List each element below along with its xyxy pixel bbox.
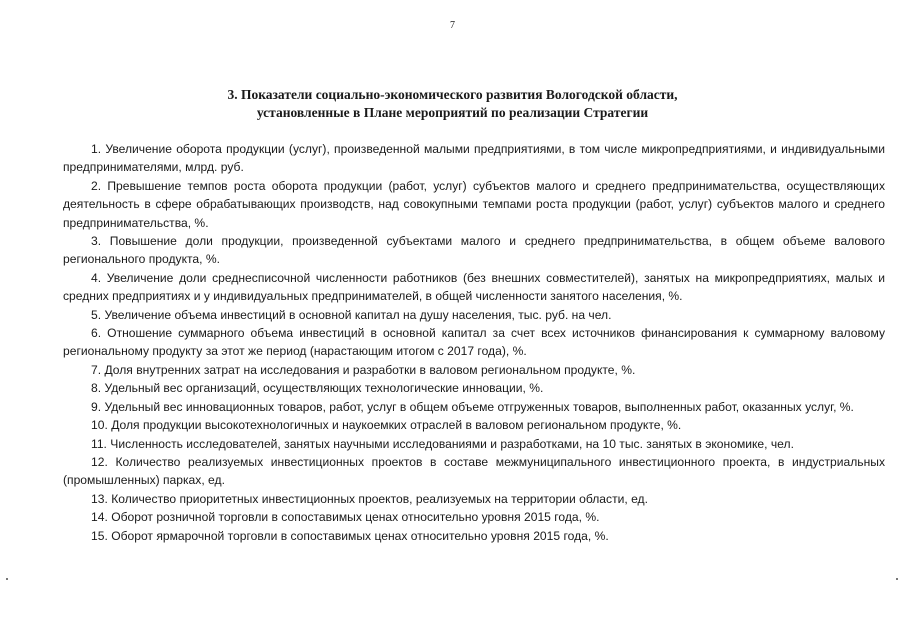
item-text: Увеличение объема инвестиций в основной капитал на душу населения, тыс. руб. на чел. bbox=[104, 307, 612, 322]
item-text: Оборот розничной торговли в сопоставимых ценах относительно уровня 2015 года, %. bbox=[111, 510, 600, 525]
item-text: Доля продукции высокотехнологичных и наукоемких отраслей в валовом региональном продукте, %. bbox=[111, 418, 682, 433]
list-item bbox=[63, 435, 885, 453]
item-number: 1. bbox=[91, 142, 102, 156]
item-number: 15. bbox=[91, 528, 108, 543]
item-number: 8. bbox=[91, 381, 102, 396]
item-text: Оборот ярмарочной торговли в сопоставимых ценах относительно уровня 2015 года, %. bbox=[111, 528, 609, 543]
scan-mark bbox=[896, 578, 898, 580]
item-number: 13. bbox=[91, 491, 108, 506]
section-title-line-1: 3. Показатели социально-экономического развития Вологодской области, bbox=[227, 87, 678, 102]
list-item bbox=[63, 324, 885, 361]
item-text: Отношение суммарного объема инвестиций в основной капитал за счет всех источников финансирования к суммарному валовому региональному продукту за этот же период (нарастающим итогом с 2017 года), %. bbox=[63, 326, 885, 359]
scan-mark bbox=[6, 578, 8, 580]
item-number: 6. bbox=[91, 326, 102, 341]
list-item bbox=[63, 177, 885, 232]
list-item bbox=[63, 453, 885, 490]
item-number: 7. bbox=[91, 362, 102, 377]
section-heading bbox=[60, 86, 845, 122]
item-text: Удельный вес инновационных товаров, работ, услуг в общем объеме отгруженных товаров, выполненных работ, оказанных услуг, %. bbox=[104, 399, 854, 414]
item-number: 9. bbox=[91, 399, 102, 414]
list-item bbox=[63, 140, 885, 177]
item-number: 2. bbox=[91, 178, 102, 193]
list-item bbox=[63, 527, 885, 545]
item-number: 3. bbox=[91, 234, 102, 249]
item-number: 11. bbox=[91, 436, 107, 451]
item-text: Доля внутренних затрат на исследования и разработки в валовом региональном продукте, %. bbox=[104, 362, 636, 377]
item-number: 4. bbox=[91, 270, 102, 285]
list-item bbox=[63, 416, 885, 434]
item-text: Увеличение оборота продукции (услуг), произведенной малыми предприятиями, в том числе микропредприятиями, и индивидуальными предпринимателями, млрд. руб. bbox=[63, 142, 885, 175]
item-number: 12. bbox=[91, 454, 108, 469]
item-text: Удельный вес организаций, осуществляющих технологические инновации, %. bbox=[104, 381, 544, 396]
item-text: Количество приоритетных инвестиционных проектов, реализуемых на территории области, ед. bbox=[111, 491, 648, 506]
list-item bbox=[63, 508, 885, 526]
list-item bbox=[63, 269, 885, 306]
section-title-line-2: установленные в Плане мероприятий по реализации Стратегии bbox=[256, 105, 649, 120]
item-number: 5. bbox=[91, 307, 102, 322]
list-item bbox=[63, 379, 885, 397]
page-number: 7 bbox=[450, 20, 455, 31]
item-number: 10. bbox=[91, 418, 108, 433]
list-item bbox=[63, 361, 885, 379]
item-text: Количество реализуемых инвестиционных проектов в составе межмуниципального инвестиционного проекта, в индустриальных (промышленных) парках, ед. bbox=[63, 454, 885, 488]
list-item bbox=[63, 232, 885, 269]
list-item bbox=[63, 490, 885, 508]
item-number: 14. bbox=[91, 510, 108, 525]
list-item bbox=[63, 306, 885, 324]
item-text: Повышение доли продукции, произведенной субъектами малого и среднего предпринимательства, в общем объеме валового регионального продукта, %. bbox=[63, 234, 885, 267]
item-text: Превышение темпов роста оборота продукции (работ, услуг) субъектов малого и среднего предпринимательства, осуществляющих деятельность в сфере обрабатывающих производств, над совокупными темпами роста продукции (работ, услуг) субъектов малого и среднего предпринимательства, %. bbox=[63, 178, 885, 230]
indicator-list bbox=[63, 140, 885, 545]
item-text: Увеличение доли среднесписочной численности работников (без внешних совместителей), занятых на микропредприятиях, малых и средних предприятиях и у индивидуальных предпринимателей, в общей численности занятого населения, %. bbox=[63, 270, 885, 304]
item-text: Численность исследователей, занятых научными исследованиями и разработками, на 10 тыс. занятых в экономике, чел. bbox=[110, 436, 794, 451]
list-item bbox=[63, 398, 885, 416]
